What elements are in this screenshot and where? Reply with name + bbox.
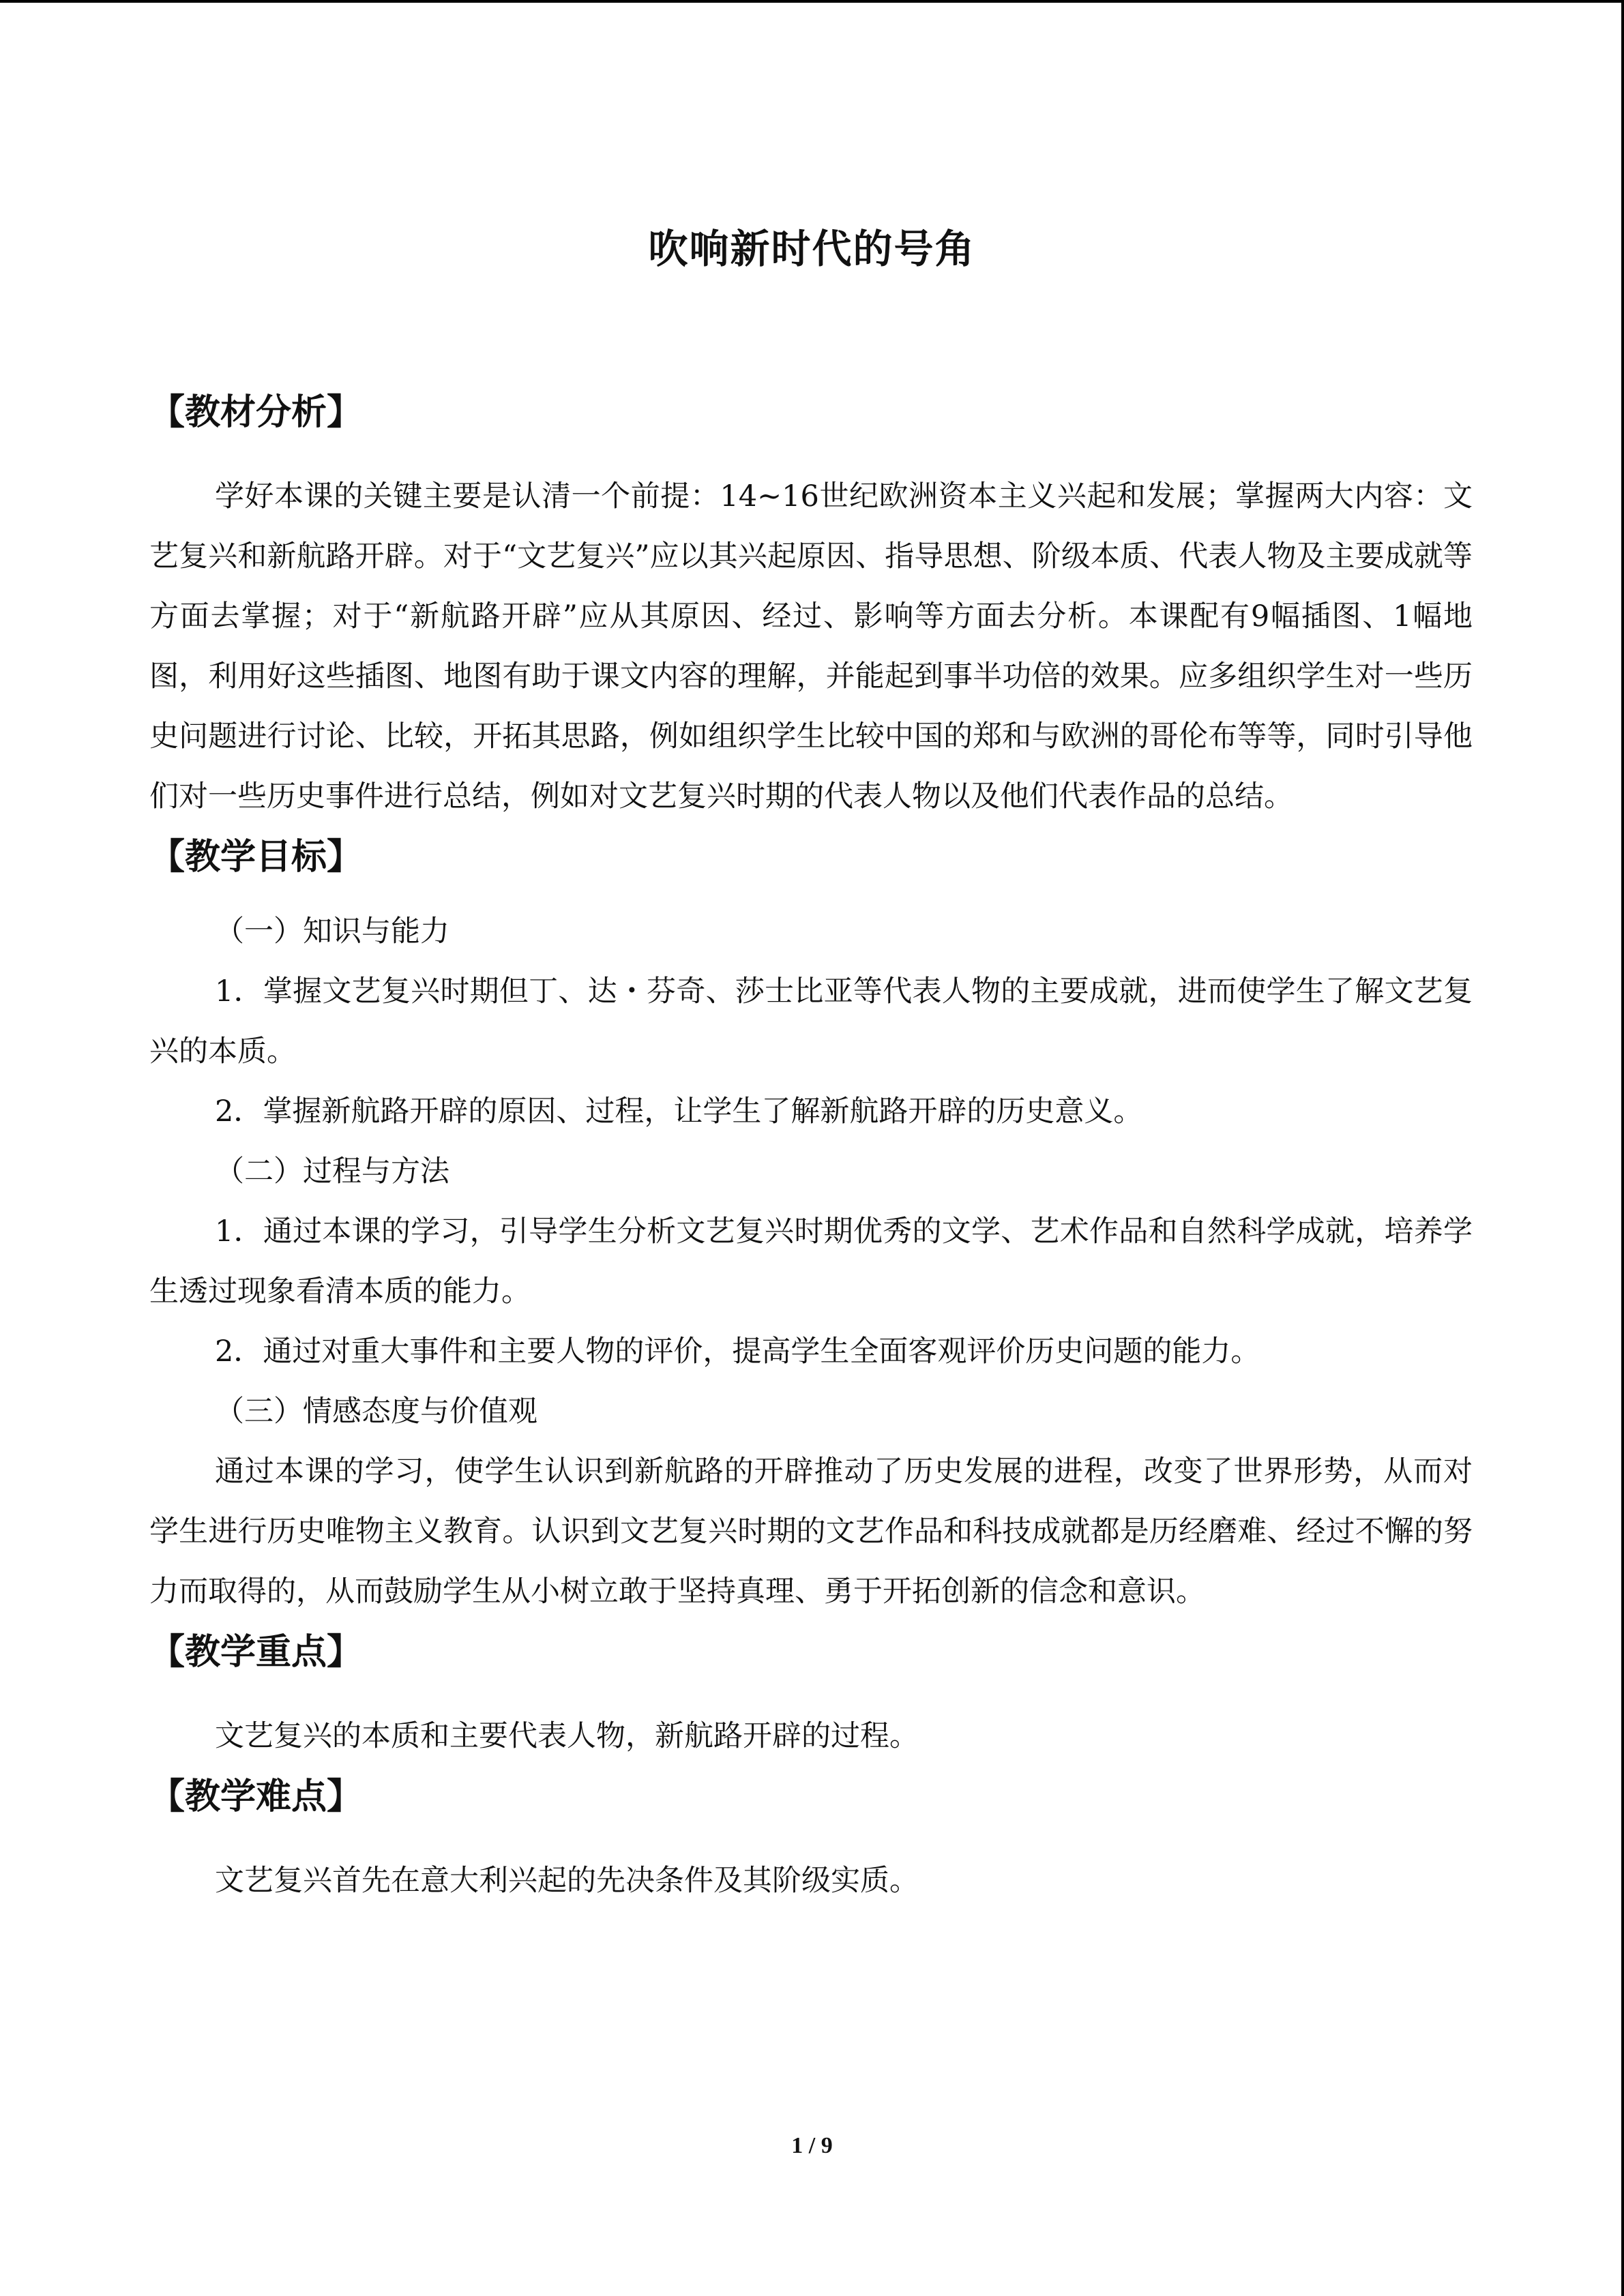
page-number: 1 / 9 bbox=[791, 2133, 833, 2158]
heading-analysis: 【教材分析】 bbox=[149, 392, 363, 433]
subheading-knowledge: （一）知识与能力 bbox=[215, 914, 449, 949]
objective-item-2-2: 2．通过对重大事件和主要人物的评价，提高学生全面客观评价历史问题的能力。 bbox=[215, 1335, 1260, 1369]
paragraph-analysis: 学好本课的关键主要是认清一个前提：14~16世纪欧洲资本主义兴起和发展；掌握两大内容：文艺复兴和新航路开辟。对于“文艺复兴”应以其兴起原因、指导思想、阶级本质、代表人物及主要成就等方面去掌握；对于“新航路开辟”应从其原因、经过、影响等方面去分析。本课配有9幅插图、1幅地图，利用好这些插图、地图有助于课文内容的理解，并能起到事半功倍的效果。应多组织学生对一些历史问题进行讨论、比较，开拓其思路，例如组织学生比较中国的郑和与欧洲的哥伦布等等，同时引导他们对一些历史事件进行总结，例如对文艺复兴时期的代表人物以及他们代表作品的总结。 bbox=[149, 479, 1473, 814]
subheading-values: （三）情感态度与价值观 bbox=[215, 1395, 537, 1429]
subheading-process: （二）过程与方法 bbox=[215, 1154, 449, 1189]
objective-item-1-2: 2．掌握新航路开辟的原因、过程，让学生了解新航路开辟的历史意义。 bbox=[215, 1094, 1143, 1129]
page-border-top bbox=[0, 0, 1624, 3]
document-body bbox=[149, 382, 1473, 1911]
heading-key-points: 【教学重点】 bbox=[149, 1632, 363, 1673]
objective-item-3-1: 通过本课的学习，使学生认识到新航路的开辟推动了历史发展的进程，改变了世界形势，从而对学生进行历史唯物主义教育。认识到文艺复兴时期的文艺作品和科技成就都是历经磨难、经过不懈的努力而取得的，从而鼓励学生从小树立敢于坚持真理、勇于开拓创新的信念和意识。 bbox=[149, 1455, 1473, 1609]
paragraph-difficulties: 文艺复兴首先在意大利兴起的先决条件及其阶级实质。 bbox=[215, 1864, 919, 1898]
heading-objectives: 【教学目标】 bbox=[149, 837, 363, 878]
paragraph-key-points: 文艺复兴的本质和主要代表人物，新航路开辟的过程。 bbox=[215, 1719, 919, 1753]
page-border-right bbox=[1621, 0, 1624, 2296]
objective-item-2-1: 1．通过本课的学习，引导学生分析文艺复兴时期优秀的文学、艺术作品和自然科学成就，培养学生透过现象看清本质的能力。 bbox=[149, 1214, 1473, 1309]
objective-item-1-1: 1．掌握文艺复兴时期但丁、达・芬奇、莎士比亚等代表人物的主要成就，进而使学生了解文艺复兴的本质。 bbox=[149, 974, 1473, 1069]
document-title: 吹响新时代的号角 bbox=[648, 226, 976, 272]
heading-difficulties: 【教学难点】 bbox=[149, 1776, 363, 1817]
